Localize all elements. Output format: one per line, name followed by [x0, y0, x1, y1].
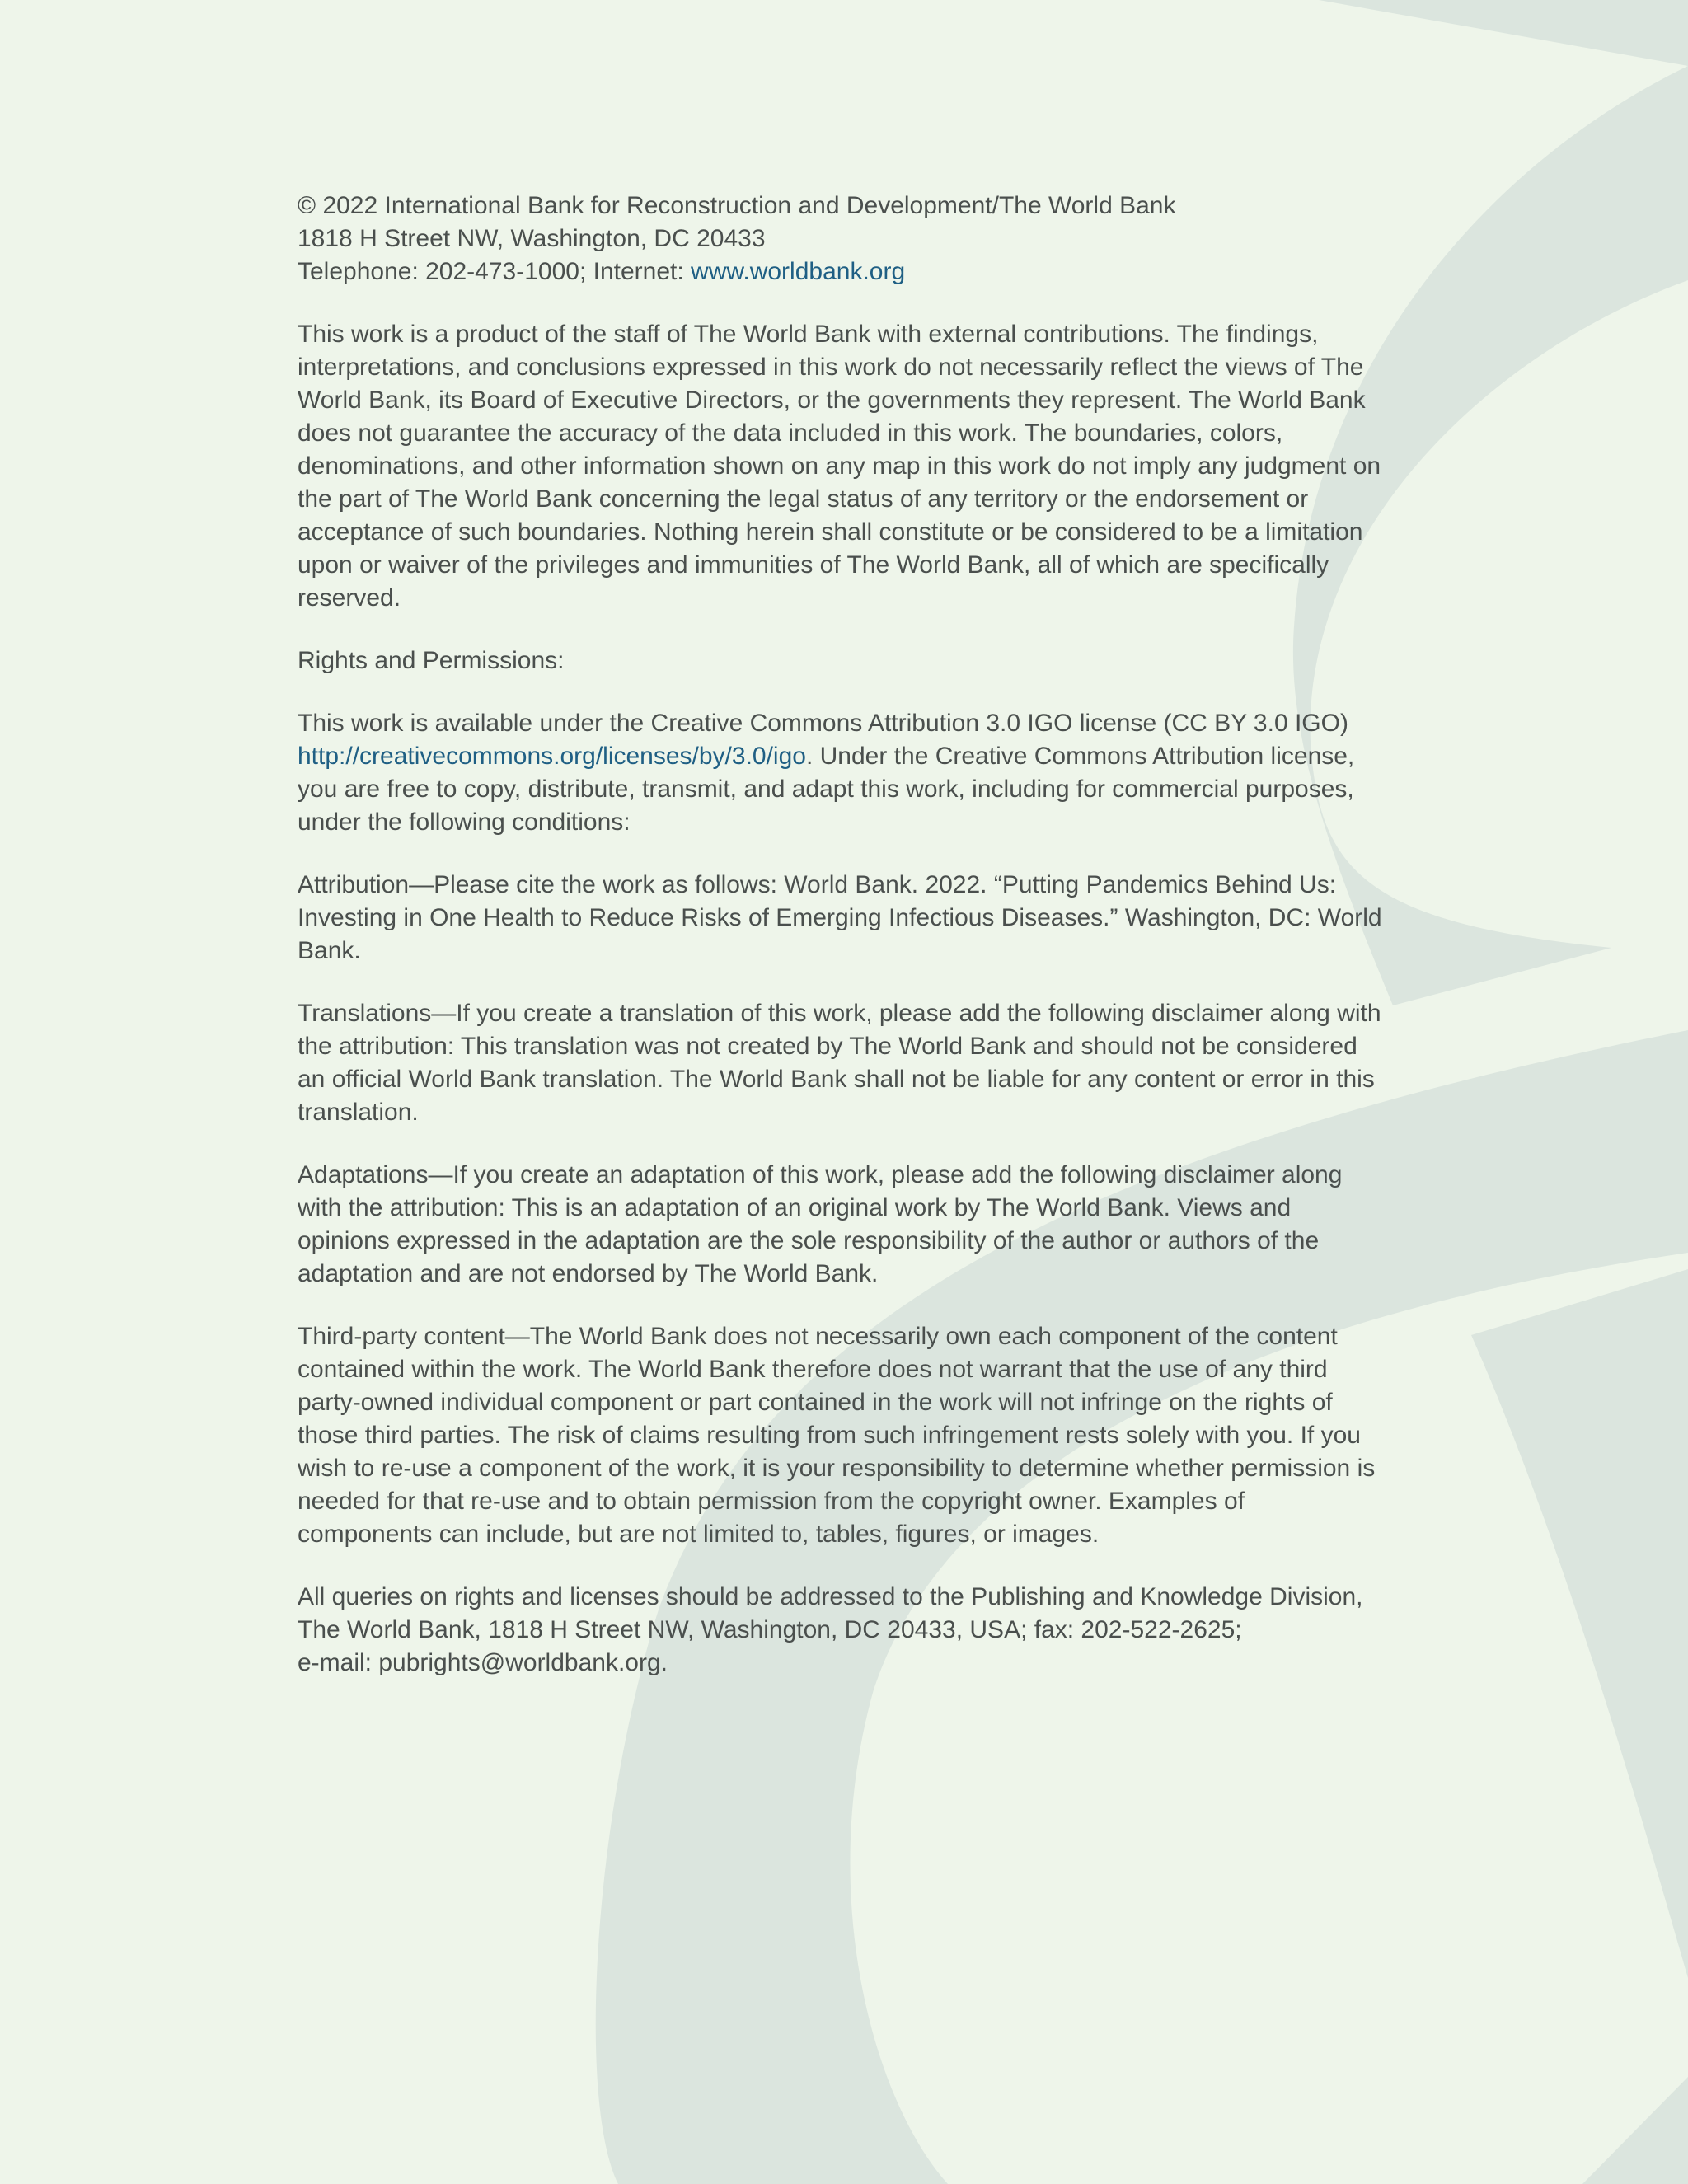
publisher-block: [298, 190, 1386, 288]
copyright-page-content: [298, 190, 1386, 1709]
website-link[interactable]: www.worldbank.org: [691, 258, 906, 285]
contact-line: [298, 255, 1386, 288]
adaptations-paragraph: Adaptations—If you create an adaptation of this work, please add the following disclaimer along with the attribution: This is an adaptation of an original work by The World Bank. Views and opinions expressed in the adaptation are the sole responsibility of the author or authors of the adaptation and are not endorsed by The World Bank.: [298, 1161, 1343, 1287]
copyright-line: © 2022 International Bank for Reconstruction and Development/The World Bank: [298, 192, 1176, 219]
rights-heading: Rights and Permissions:: [298, 647, 565, 674]
queries-email-line: e-mail: pubrights@worldbank.org.: [298, 1649, 668, 1676]
queries-line: All queries on rights and licenses should be addressed to the Publishing and Knowledge Division, The World Bank, 1818 H Street NW, Washington, DC 20433, USA; fax: 202-522-2625;: [298, 1583, 1363, 1643]
license-link[interactable]: http://creativecommons.org/licenses/by/3.0/igo: [298, 743, 806, 770]
background-arc-corner: [1582, 2077, 1688, 2184]
license-intro: This work is available under the Creative Commons Attribution 3.0 IGO license (CC BY 3.0 IGO): [298, 710, 1348, 737]
license-paragraph: [298, 707, 1386, 839]
license-rest: . Under the Creative Commons Attribution license, you are free to copy, distribute, transmit, and adapt this work, including for commercial purposes, under the following conditions:: [298, 743, 1355, 836]
attribution-paragraph: Attribution—Please cite the work as follows: World Bank. 2022. “Putting Pandemics Behind Us: Investing in One Health to Reduce Risks of Emerging Infectious Diseases.” Washington, DC: World Bank.: [298, 871, 1382, 964]
translations-paragraph: Translations—If you create a translation of this work, please add the following disclaimer along with the attribution: This translation was not created by The World Bank and should not be considered an official World Bank translation. The World Bank shall not be liable for any content or error in this translation.: [298, 1000, 1381, 1126]
third-party-paragraph: Third-party content—The World Bank does not necessarily own each component of the content contained within the work. The World Bank therefore does not warrant that the use of any third party-owned individual component or part contained in the work will not infringe on the rights of those third parties. The risk of claims resulting from such infringement rests solely with you. If you wish to re-use a component of the work, it is your responsibility to determine whether permission is needed for that re-use and to obtain permission from the copyright owner. Examples of components can include, but are not limited to, tables, figures, or images.: [298, 1323, 1376, 1548]
disclaimer-paragraph: This work is a product of the staff of The World Bank with external contributions. The findings, interpretations, and conclusions expressed in this work do not necessarily reflect the views of The World Bank, its Board of Executive Directors, or the governments they represent. The World Bank does not guarantee the accuracy of the data included in this work. The boundaries, colors, denominations, and other information shown on any map in this work do not imply any judgment on the part of The World Bank concerning the legal status of any territory or the endorsement or acceptance of such boundaries. Nothing herein shall constitute or be considered to be a limitation upon or waiver of the privileges and immunities of The World Bank, all of which are specifically reserved.: [298, 321, 1381, 612]
background-arc-right-lower: [1471, 1269, 1688, 1978]
queries-paragraph: [298, 1581, 1386, 1680]
telephone-label: Telephone: 202-473-1000; Internet:: [298, 258, 692, 285]
address-line: 1818 H Street NW, Washington, DC 20433: [298, 225, 766, 252]
